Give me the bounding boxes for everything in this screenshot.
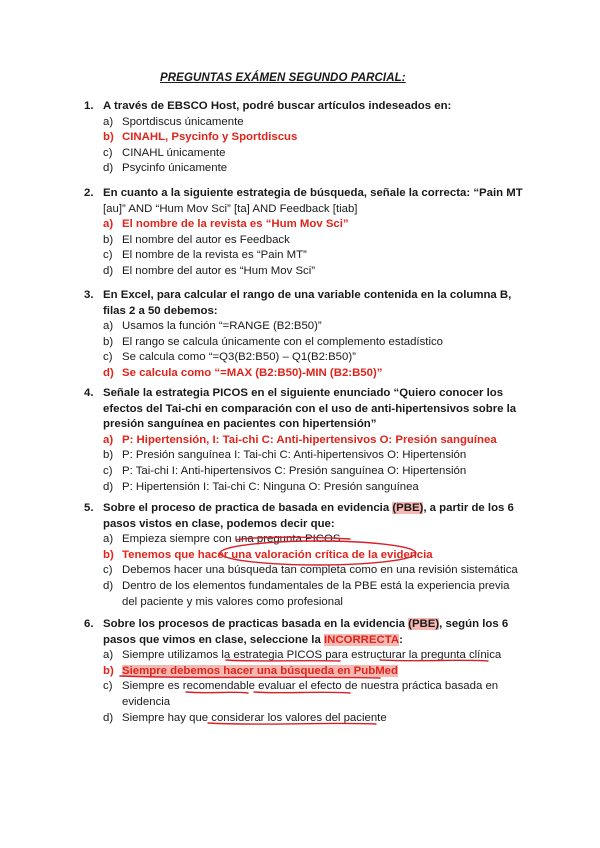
option-letter: a) <box>103 320 114 333</box>
option-list <box>84 319 524 381</box>
option-letter: a) <box>103 433 114 446</box>
question-stem-line-1: En cuanto a la siguiente estrategia de búsqueda, señale la correcta: “Pain MT <box>103 187 523 199</box>
question-number: 5. <box>84 502 94 514</box>
page-title: PREGUNTAS EXÁMEN SEGUNDO PARCIAL: <box>160 72 406 84</box>
question-number: 1. <box>84 100 94 112</box>
option-c <box>84 464 524 480</box>
option-c <box>84 248 524 264</box>
option-text: Psycinfo únicamente <box>122 162 228 175</box>
question-stem-part: , a partir de los 6 pasos vistos en clase, podemos decir que: <box>103 502 514 530</box>
option-text: P: Hipertensión, I: Tai-chi C: Anti-hipertensivos O: Presión sanguínea <box>122 433 497 446</box>
question-stem: En Excel, para calcular el rango de una variable contenida en la columna B, filas 2 a 50 debemos: <box>103 289 512 317</box>
option-text: El nombre del autor es “Hum Mov Sci” <box>122 264 316 277</box>
option-letter: b) <box>103 548 114 561</box>
option-text: Siempre es recomendable evaluar el efecto de nuestra práctica basada en evidencia <box>122 680 499 708</box>
option-d <box>84 264 524 280</box>
option-letter: d) <box>103 579 114 592</box>
option-a <box>84 532 524 548</box>
option-a <box>84 319 524 335</box>
option-text: Se calcula como “=Q3(B2:B50) – Q1(B2:B50)” <box>122 351 356 364</box>
option-a-correct <box>84 433 524 449</box>
option-text: Usamos la función “=RANGE (B2:B50)” <box>122 320 322 333</box>
option-a-correct <box>84 217 524 233</box>
option-text: Siempre debemos hacer una búsqueda en PubMed <box>122 664 398 677</box>
option-a <box>84 115 524 131</box>
option-list <box>84 648 524 726</box>
option-text: Tenemos que hacer una valoración crítica de la evidencia <box>122 548 433 561</box>
option-letter: b) <box>103 335 114 348</box>
option-b <box>84 233 524 249</box>
option-list <box>84 115 524 177</box>
question-1 <box>84 99 524 177</box>
question-stem-part: Sobre el proceso de practica de basada en evidencia <box>103 502 393 514</box>
option-list <box>84 433 524 495</box>
option-letter: c) <box>103 564 113 577</box>
question-stem-line-2: [au]” AND “Hum Mov Sci” [ta] AND Feedback [tiab] <box>103 202 358 215</box>
option-d <box>84 579 524 610</box>
highlighted-term: (PBE) <box>392 502 424 514</box>
question-stem: A través de EBSCO Host, podré buscar artículos indeseados en: <box>103 100 452 112</box>
option-letter: d) <box>103 480 114 493</box>
option-letter: a) <box>103 533 114 546</box>
option-letter: c) <box>103 680 113 693</box>
option-letter: d) <box>103 366 114 379</box>
question-stem <box>103 501 524 532</box>
option-b-correct <box>84 130 524 146</box>
option-text: Empieza siempre con una pregunta PICOS <box>122 533 341 546</box>
question-stem <box>103 617 524 648</box>
option-text: P: Hipertensión I: Tai-chi C: Ninguna O: Presión sanguínea <box>122 480 419 493</box>
option-text: CINAHL, Psycinfo y Sportdiscus <box>122 131 298 144</box>
question-number: 6. <box>84 618 94 630</box>
option-text: Siempre hay que considerar los valores del paciente <box>122 711 387 724</box>
option-text: Se calcula como “=MAX (B2:B50)-MIN (B2:B50)” <box>122 366 383 379</box>
option-c <box>84 679 524 710</box>
option-text: Debemos hacer una búsqueda tan completa como en una revisión sistemática <box>122 564 518 577</box>
question-5 <box>84 501 524 610</box>
option-letter: d) <box>103 711 114 724</box>
option-letter: a) <box>103 218 114 231</box>
option-d <box>84 711 524 727</box>
question-2 <box>84 186 524 280</box>
option-letter: d) <box>103 264 114 277</box>
option-letter: b) <box>103 233 114 246</box>
option-letter: a) <box>103 649 114 662</box>
option-letter: c) <box>103 249 113 262</box>
option-letter: b) <box>103 131 114 144</box>
option-text: El nombre de la revista es “Pain MT” <box>122 249 307 262</box>
option-text: Dentro de los elementos fundamentales de la PBE está la experiencia previa del paciente y mis valores como profesional <box>122 579 510 608</box>
option-b-correct <box>84 548 524 564</box>
option-letter: c) <box>103 351 113 364</box>
option-letter: c) <box>103 146 113 159</box>
question-4 <box>84 386 524 495</box>
option-b-correct <box>84 664 524 680</box>
option-text: El nombre del autor es Feedback <box>122 233 290 246</box>
option-a <box>84 648 524 664</box>
option-list <box>84 532 524 610</box>
question-6 <box>84 617 524 726</box>
option-list <box>84 217 524 279</box>
option-c <box>84 563 524 579</box>
question-number: 3. <box>84 289 94 301</box>
option-letter: b) <box>103 449 114 462</box>
option-d <box>84 161 524 177</box>
highlighted-term: INCORRECTA <box>323 633 400 646</box>
option-text: CINAHL únicamente <box>122 146 226 159</box>
highlighted-term: (PBE) <box>408 618 440 630</box>
option-letter: d) <box>103 162 114 175</box>
option-text: P: Presión sanguínea I: Tai-chi C: Anti-hipertensivos O: Hipertensión <box>122 449 467 462</box>
question-stem: Señale la estrategia PICOS en el siguiente enunciado “Quiero conocer los efectos del Tai-chi en comparación con el uso de anti-hipertensivos sobre la presión sanguínea en pacientes con hipertensión” <box>103 387 517 431</box>
option-text: P: Tai-chi I: Anti-hipertensivos C: Presión sanguínea O: Hipertensión <box>122 464 467 477</box>
question-stem-part: : <box>399 633 403 646</box>
option-text: El rango se calcula únicamente con el complemento estadístico <box>122 335 444 348</box>
question-3 <box>84 288 524 382</box>
question-number: 4. <box>84 387 94 399</box>
option-c <box>84 146 524 162</box>
question-stem <box>103 186 524 217</box>
option-letter: b) <box>103 664 114 677</box>
option-d <box>84 480 524 496</box>
option-letter: a) <box>103 115 114 128</box>
question-stem-part: Sobre los procesos de practicas basada en la evidencia <box>103 618 409 630</box>
option-b <box>84 448 524 464</box>
question-number: 2. <box>84 187 94 199</box>
question-stem-part: , según los 6 pasos que vimos en clase, seleccione la <box>103 618 509 646</box>
option-letter: c) <box>103 464 113 477</box>
option-text: Siempre utilizamos la estrategia PICOS para estructurar la pregunta clínica <box>122 649 502 662</box>
option-d-correct <box>84 366 524 382</box>
option-text: Sportdiscus únicamente <box>122 115 244 128</box>
option-text: El nombre de la revista es “Hum Mov Sci” <box>122 218 349 231</box>
option-c <box>84 350 524 366</box>
option-b <box>84 335 524 351</box>
